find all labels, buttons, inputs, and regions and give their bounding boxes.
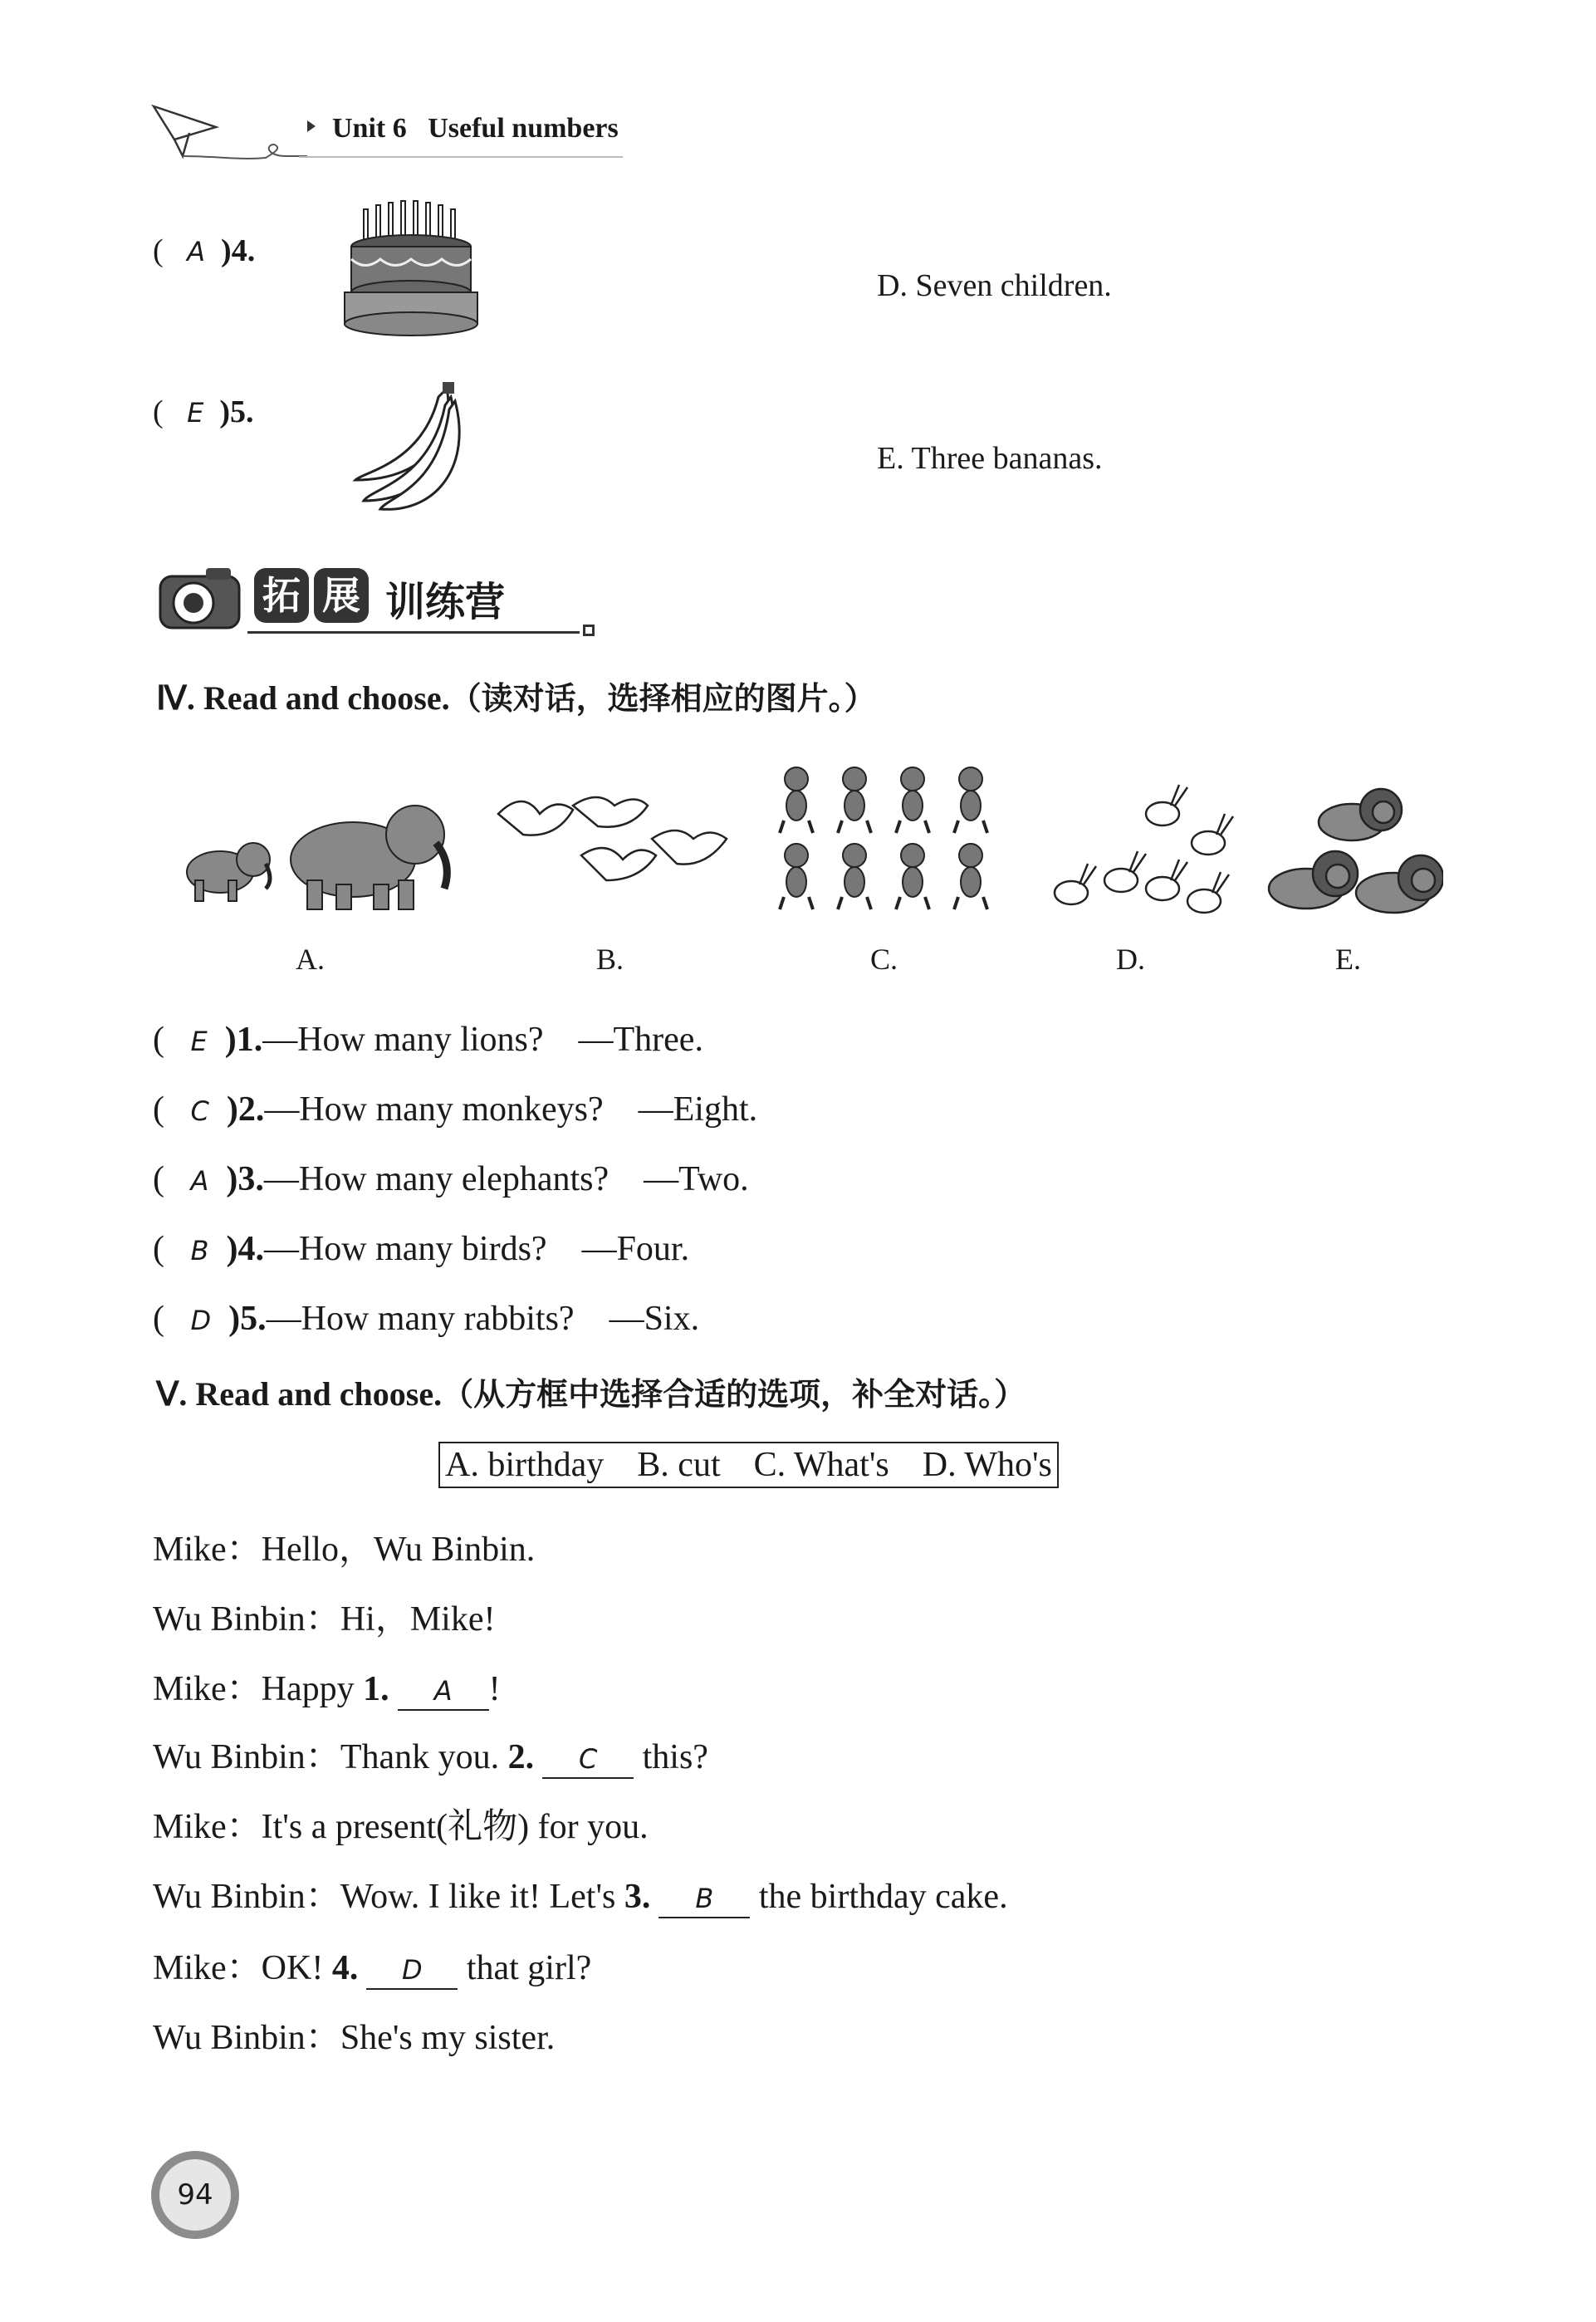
question-1: ( E )1.—How many lions? —Three. <box>153 1021 703 1059</box>
question-4: ( B )4.—How many birds? —Four. <box>153 1230 690 1268</box>
section-title: . Read and choose. <box>186 679 450 717</box>
banner-char-1: 拓 <box>254 568 309 623</box>
question-text: —How many rabbits? <box>266 1300 575 1338</box>
blank-number: 2. <box>507 1738 535 1776</box>
item-number: )4. <box>221 233 256 268</box>
question-number: )1. <box>224 1021 263 1059</box>
speaker: Mike： <box>153 1531 262 1569</box>
line-text: Hi，Mike! <box>340 1600 496 1639</box>
line-text: this? <box>634 1738 708 1776</box>
speaker: Wu Binbin： <box>153 1600 340 1639</box>
dialogue-line-8 <box>153 2010 555 2060</box>
question-5: ( D )5.—How many rabbits? —Six. <box>153 1300 700 1338</box>
dialogue-line-1 <box>153 1521 535 1571</box>
answer-text: —Two. <box>644 1160 749 1198</box>
answer-mark: E <box>190 1026 208 1057</box>
picture-label-c: C. <box>870 943 898 976</box>
dialogue-line-2 <box>153 1591 495 1641</box>
question-number: )5. <box>228 1300 267 1338</box>
section-title: . Read and choose. <box>179 1375 443 1413</box>
answer-text: —Four. <box>581 1230 690 1268</box>
answer-mark: E <box>187 397 204 429</box>
question-3: ( A )3.—How many elephants? —Two. <box>153 1160 749 1198</box>
birthday-cake-icon <box>340 193 482 342</box>
word-option-c: C. What's <box>753 1446 889 1484</box>
answer-text: —Eight. <box>638 1090 758 1129</box>
blank-number: 4. <box>331 1949 359 1987</box>
question-text: —How many lions? <box>262 1021 544 1059</box>
fill-blank-3[interactable]: B <box>658 1880 750 1918</box>
item-number: )5. <box>219 394 254 429</box>
line-text: the birthday cake. <box>750 1878 1008 1916</box>
elephants-icon <box>162 781 457 914</box>
dialogue-line-4 <box>153 1729 708 1779</box>
answer-mark: A <box>187 236 206 267</box>
speaker: Wu Binbin： <box>153 2019 340 2057</box>
speaker: Wu Binbin： <box>153 1878 340 1916</box>
top-item-5: ( E )5. <box>153 394 254 429</box>
top-item-4: ( A )4. <box>153 233 256 268</box>
paper-plane-icon <box>149 98 316 164</box>
section-instruction: （从方框中选择合适的选项，补全对话。） <box>442 1376 1026 1413</box>
line-text: She's my sister. <box>340 2019 556 2057</box>
banner-underline <box>247 631 580 634</box>
question-text: —How many birds? <box>263 1230 547 1268</box>
section-number: Ⅳ <box>156 679 187 717</box>
question-2: ( C )2.—How many monkeys? —Eight. <box>153 1090 758 1129</box>
dialogue-line-6 <box>153 1869 1008 1918</box>
answer-mark: A <box>190 1165 209 1197</box>
section-instruction: （读对话，选择相应的图片。） <box>449 680 876 717</box>
word-option-d: D. Who's <box>922 1446 1052 1484</box>
answer-mark: B <box>190 1235 209 1266</box>
fill-blank-2[interactable]: C <box>542 1741 634 1779</box>
banner-char-2: 展 <box>314 568 369 623</box>
blank-number: 1. <box>363 1670 389 1708</box>
dialogue-line-3 <box>153 1661 501 1711</box>
question-number: )3. <box>226 1160 264 1198</box>
dialogue-line-5 <box>153 1799 649 1849</box>
line-text: Happy <box>261 1670 364 1708</box>
picture-label-e: E. <box>1335 943 1361 976</box>
line-text: OK! <box>261 1949 332 1987</box>
section-banner <box>156 555 605 638</box>
section-5-heading <box>156 1369 1026 1414</box>
speaker: Mike： <box>153 1808 262 1846</box>
line-text: ! <box>488 1670 501 1708</box>
section-number: Ⅴ <box>156 1375 179 1413</box>
lions-icon <box>1261 781 1443 926</box>
answer-mark: C <box>190 1095 209 1127</box>
answer-text: —Six. <box>609 1300 700 1338</box>
line-text: Hello，Wu Binbin. <box>261 1531 536 1569</box>
picture-label-a: A. <box>296 943 325 976</box>
blank-number: 3. <box>624 1878 651 1916</box>
question-text: —How many monkeys? <box>264 1090 604 1129</box>
picture-label-d: D. <box>1116 943 1145 976</box>
fill-blank-4[interactable]: D <box>366 1952 458 1990</box>
line-text: Wow. I like it! Let's <box>340 1878 624 1916</box>
unit-title <box>332 113 619 145</box>
picture-label-b: B. <box>596 943 624 976</box>
line-text: Thank you. <box>340 1738 508 1776</box>
speaker: Mike： <box>153 1949 262 1987</box>
banner-text: 训练营 <box>385 579 506 625</box>
word-box <box>438 1442 1059 1488</box>
word-option-b: B. cut <box>637 1446 721 1484</box>
unit-name: Useful numbers <box>428 113 619 144</box>
question-text: —How many elephants? <box>263 1160 610 1198</box>
camera-icon <box>156 560 247 634</box>
page-number: 94 <box>159 2159 231 2231</box>
answer-text: —Three. <box>578 1021 703 1059</box>
rabbits-icon <box>1038 781 1237 922</box>
option-e: E. Three bananas. <box>877 441 1103 476</box>
line-text: It's a present(礼物) for you. <box>261 1808 649 1846</box>
bullet-triangle-icon <box>307 120 316 132</box>
speaker: Wu Binbin： <box>153 1738 340 1776</box>
monkeys-icon <box>767 762 1008 920</box>
question-number: )4. <box>226 1230 264 1268</box>
speaker: Mike： <box>153 1670 262 1708</box>
page-header <box>149 98 781 164</box>
unit-number: Unit 6 <box>332 113 407 144</box>
birds-icon <box>490 789 731 914</box>
line-text: that girl? <box>458 1949 592 1987</box>
fill-blank-1[interactable]: A <box>398 1673 489 1711</box>
option-d: D. Seven children. <box>877 268 1112 303</box>
banner-corner-icon <box>583 625 595 636</box>
word-option-a: A. birthday <box>445 1446 605 1484</box>
page-number-badge <box>151 2151 239 2239</box>
bananas-icon <box>339 380 472 513</box>
section-4-heading <box>156 673 876 718</box>
question-number: )2. <box>226 1090 265 1129</box>
answer-mark: D <box>190 1305 212 1336</box>
dialogue-line-7 <box>153 1940 591 1990</box>
header-divider <box>299 156 623 158</box>
